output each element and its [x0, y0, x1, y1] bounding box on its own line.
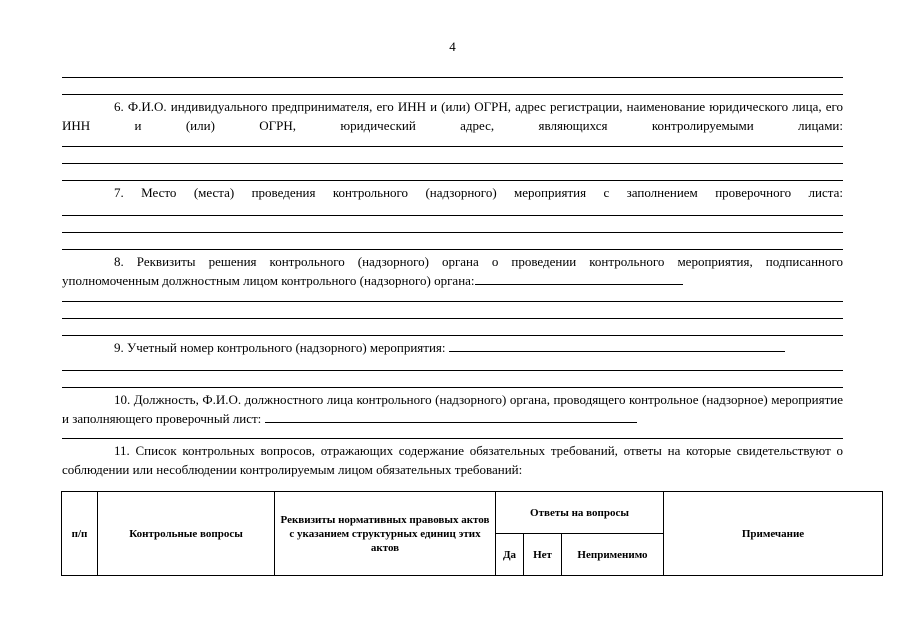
page-number: 4: [449, 39, 456, 54]
fill-line[interactable]: [62, 232, 843, 233]
header-yes: Да: [496, 534, 524, 576]
fill-line[interactable]: [62, 146, 843, 147]
item-9-text: 9. Учетный номер контрольного (надзорного) мероприятия:: [114, 340, 446, 355]
item-9-block: [62, 338, 843, 357]
item-9-fill-line[interactable]: [449, 339, 785, 352]
fill-line[interactable]: [62, 318, 843, 319]
fill-line[interactable]: [62, 249, 843, 250]
item-6-text: 6. Ф.И.О. индивидуального предпринимателя, его ИНН и (или) ОГРН, адрес регистрации, наименование юридического лица, его ИНН и (или) ОГРН, юридический адрес, являющихся контролируемыми лицами:: [62, 99, 843, 133]
fill-line[interactable]: [62, 387, 843, 388]
fill-line[interactable]: [62, 301, 843, 302]
fill-line[interactable]: [62, 215, 843, 216]
item-11-text: 11. Список контрольных вопросов, отражающих содержание обязательных требований, ответы на которые свидетельствуют о соблюдении или несоблюдении контролируемым лицом обязательных требований:: [62, 443, 843, 477]
item-10-fill-line[interactable]: [265, 410, 637, 423]
header-no: Нет: [524, 534, 562, 576]
item-7-text: 7. Место (места) проведения контрольного (надзорного) мероприятия с заполнением проверочного листа:: [114, 185, 843, 200]
fill-line[interactable]: [62, 163, 843, 164]
item-8-block: [62, 252, 843, 290]
header-number: п/п: [62, 492, 98, 576]
checklist-table: [61, 491, 883, 576]
header-not-applicable: Неприменимо: [562, 534, 664, 576]
item-10-block: [62, 390, 843, 428]
header-note: Примечание: [664, 492, 883, 576]
header-requisites: Реквизиты нормативных правовых актов с указанием структурных единиц этих актов: [275, 492, 496, 576]
header-answers: Ответы на вопросы: [496, 492, 664, 534]
fill-line[interactable]: [62, 438, 843, 439]
item-10-text: 10. Должность, Ф.И.О. должностного лица контрольного (надзорного) органа, проводящего контрольное (надзорное) мероприятие и заполняющего проверочный лист:: [62, 392, 843, 426]
header-questions: Контрольные вопросы: [98, 492, 275, 576]
fill-line[interactable]: [62, 77, 843, 78]
fill-line[interactable]: [62, 335, 843, 336]
fill-line[interactable]: [62, 370, 843, 371]
fill-line[interactable]: [62, 94, 843, 95]
fill-line[interactable]: [62, 180, 843, 181]
item-8-text: 8. Реквизиты решения контрольного (надзорного) органа о проведении контрольного мероприятия, подписанного уполномоченным должностным лицом контрольного (надзорного) органа:: [62, 254, 843, 288]
item-8-fill-line[interactable]: [475, 272, 683, 285]
